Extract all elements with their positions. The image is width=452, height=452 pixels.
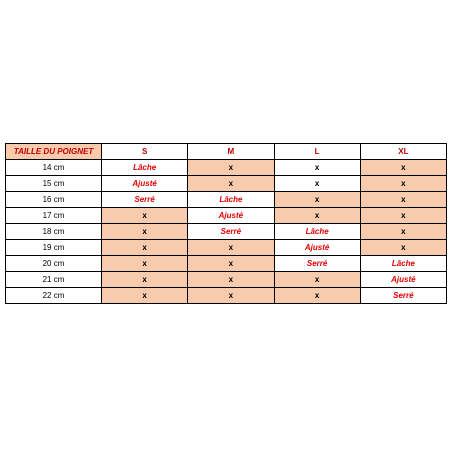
column-header-xl: XL bbox=[360, 144, 446, 160]
fit-cell: x bbox=[274, 288, 360, 304]
fit-cell: Lâche bbox=[274, 224, 360, 240]
wrist-size-table bbox=[5, 143, 447, 304]
fit-cell: Ajusté bbox=[274, 240, 360, 256]
fit-cell: x bbox=[360, 208, 446, 224]
fit-cell: x bbox=[102, 288, 188, 304]
fit-cell: x bbox=[102, 272, 188, 288]
wrist-size-cell: 18 cm bbox=[6, 224, 102, 240]
wrist-size-cell: 19 cm bbox=[6, 240, 102, 256]
fit-cell: x bbox=[274, 272, 360, 288]
fit-cell: x bbox=[274, 208, 360, 224]
wrist-size-cell: 22 cm bbox=[6, 288, 102, 304]
fit-cell: Ajusté bbox=[360, 272, 446, 288]
wrist-size-cell: 15 cm bbox=[6, 176, 102, 192]
wrist-size-cell: 16 cm bbox=[6, 192, 102, 208]
fit-cell: x bbox=[188, 272, 274, 288]
table-row bbox=[6, 224, 447, 240]
fit-cell: x bbox=[102, 256, 188, 272]
fit-cell: x bbox=[360, 176, 446, 192]
fit-cell: x bbox=[188, 256, 274, 272]
fit-cell: Serré bbox=[102, 192, 188, 208]
table-row bbox=[6, 240, 447, 256]
fit-cell: x bbox=[274, 192, 360, 208]
fit-cell: x bbox=[102, 208, 188, 224]
fit-cell: Ajusté bbox=[188, 208, 274, 224]
fit-cell: x bbox=[188, 176, 274, 192]
fit-cell: x bbox=[360, 224, 446, 240]
fit-cell: Ajusté bbox=[102, 176, 188, 192]
fit-cell: x bbox=[188, 240, 274, 256]
table-row bbox=[6, 272, 447, 288]
fit-cell: Lâche bbox=[360, 256, 446, 272]
wrist-size-cell: 20 cm bbox=[6, 256, 102, 272]
wrist-size-cell: 21 cm bbox=[6, 272, 102, 288]
corner-header: TAILLE DU POIGNET bbox=[6, 144, 102, 160]
table-row bbox=[6, 288, 447, 304]
wrist-size-cell: 14 cm bbox=[6, 160, 102, 176]
fit-cell: Lâche bbox=[188, 192, 274, 208]
column-header-m: M bbox=[188, 144, 274, 160]
fit-cell: Serré bbox=[188, 224, 274, 240]
column-header-l: L bbox=[274, 144, 360, 160]
fit-cell: x bbox=[102, 224, 188, 240]
fit-cell: x bbox=[102, 240, 188, 256]
table-row bbox=[6, 192, 447, 208]
fit-cell: Serré bbox=[274, 256, 360, 272]
header-row bbox=[6, 144, 447, 160]
fit-cell: Serré bbox=[360, 288, 446, 304]
fit-cell: x bbox=[360, 192, 446, 208]
fit-cell: x bbox=[188, 160, 274, 176]
table-row bbox=[6, 256, 447, 272]
table-row bbox=[6, 208, 447, 224]
table-row bbox=[6, 176, 447, 192]
table-row bbox=[6, 160, 447, 176]
column-header-s: S bbox=[102, 144, 188, 160]
fit-cell: x bbox=[274, 160, 360, 176]
fit-cell: x bbox=[360, 240, 446, 256]
fit-cell: x bbox=[274, 176, 360, 192]
wrist-size-cell: 17 cm bbox=[6, 208, 102, 224]
fit-cell: x bbox=[360, 160, 446, 176]
fit-cell: Lâche bbox=[102, 160, 188, 176]
fit-cell: x bbox=[188, 288, 274, 304]
